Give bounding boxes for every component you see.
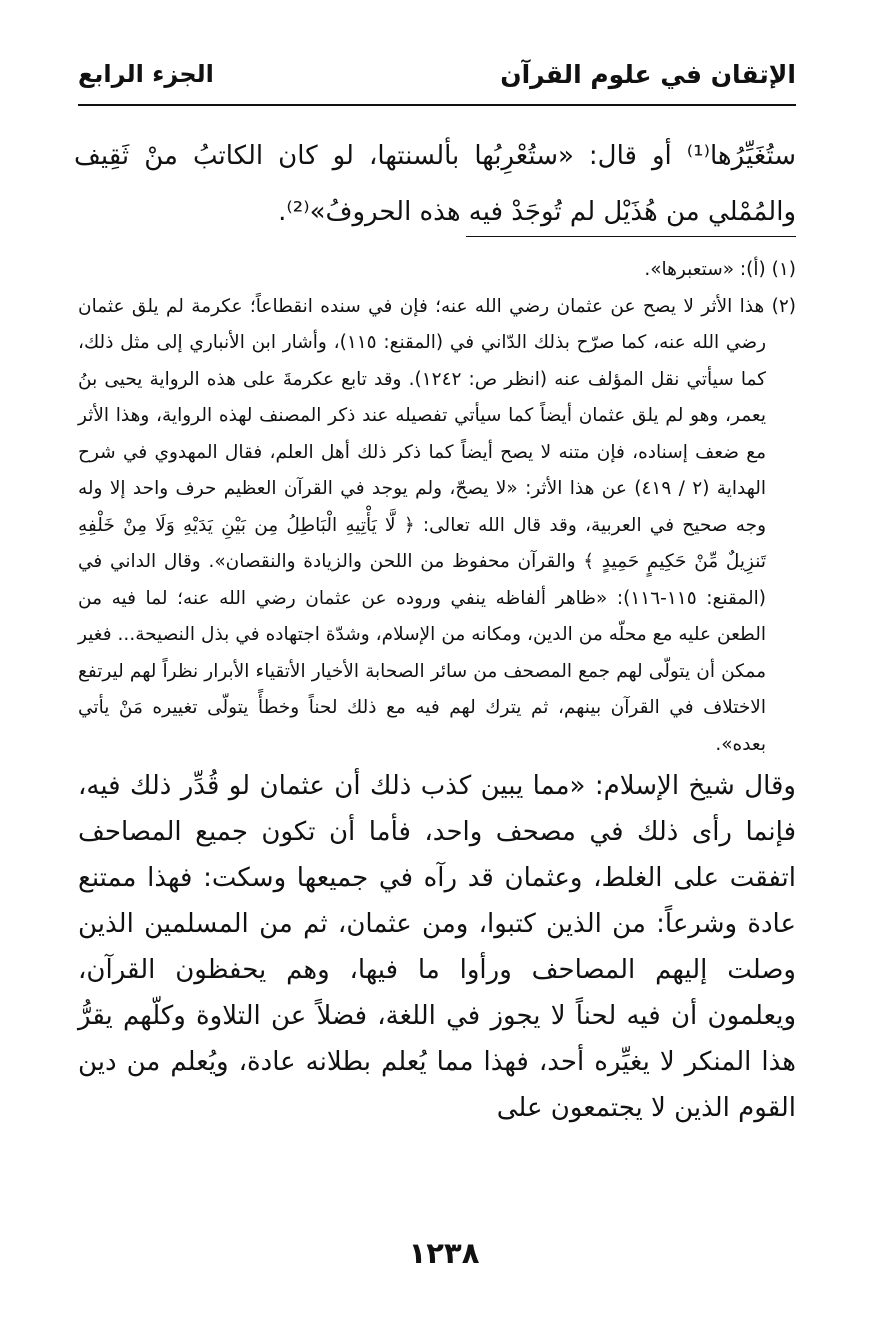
footnotes-section (78, 252, 796, 1131)
main-text-paragraph: ستُغَيِّرُها⁽¹⁾ أو قال: «ستُعْرِبُها بألسنتها، لو كان الكاتبُ منْ ثَقِيف والمُمْلي من هُذَيْل لم تُوجَدْ فيه هذه الحروفُ»⁽²⁾. (74, 141, 796, 227)
footnote-divider (466, 236, 796, 237)
running-header (78, 58, 796, 106)
page-number: ١٢٣٨ (408, 1236, 480, 1270)
footnote-2: (٢) هذا الأثر لا يصح عن عثمان رضي الله عنه؛ فإن في سنده انقطاعاً؛ عكرمة لم يلق عثمان رضي الله عنه، كما صرّح بذلك الدّاني في (المقنع: ١١٥)، وأشار ابن الأنباري إلى مثل ذلك، كما سيأتي نقل المؤلف عنه (انظر ص: ١٢٤٢). وقد تابع عكرمةَ على هذه الرواية يحيى بنُ يعمر، وهو لم يلق عثمان أيضاً كما سيأتي تفصيله عند ذكر المصنف لهذه الرواية، وهذا الأثر مع ضعف إسناده، فإن متنه لا يصح أيضاً كما ذكر ذلك أهل العلم، فقال المهدوي في شرح الهداية (٢ / ٤١٩) عن هذا الأثر: «لا يصحّ، ولم يوجد في القرآن العظيم حرف واحد إلا وله وجه صحيح في العربية، وقد قال الله تعالى: ﴿ لَّا يَأْتِيهِ الْبَاطِلُ مِن بَيْنِ يَدَيْهِ وَلَا مِنْ خَلْفِهِ تَنزِيلٌ مِّنْ حَكِيمٍ حَمِيدٍ ﴾ والقرآن محفوظ من اللحن والزيادة والنقصان». وقال الداني في (المقنع: ١١٥-١١٦): «ظاهر ألفاظه ينفي وروده عن عثمان رضي الله عنه؛ لما فيه من الطعن عليه مع محلّه من الدين، ومكانه من الإسلام، وشدّة اجتهاده في بذل النصيحة... فغير ممكن أن يتولّى لهم جمع المصحف من سائر الصحابة الأخيار الأتقياء الأبرار نظراً لهم ليرتفع الاختلاف في القرآن بينهم، ثم يترك لهم فيه مع ذلك لحناً وخطأً يتولّى تغييره مَنْ يأتي بعده». (78, 295, 796, 755)
volume-label: الجزء الرابع (78, 60, 214, 88)
quote-paragraph: وقال شيخ الإسلام: «مما يبين كذب ذلك أن عثمان لو قُدِّر ذلك فيه، فإنما رأى ذلك في مصحف واحد، فأما أن تكون جميع المصاحف اتفقت على الغلط، وعثمان قد رآه في جميعها وسكت: فهذا ممتنع عادة وشرعاً: من الذين كتبوا، ومن عثمان، ثم من المسلمين الذين وصلت إليهم المصاحف ورأوا ما فيها، وهم يحفظون القرآن، ويعلمون أن فيه لحناً لا يجوز في اللغة، فضلاً عن التلاوة وكلّهم يقرُّ هذا المنكر لا يغيِّره أحد، فهذا مما يُعلم بطلانه عادة، ويُعلم من دين القوم الذين لا يجتمعون على (78, 771, 796, 1123)
footnote-1: (١) (أ): «ستعبرها». (644, 259, 796, 280)
book-title: الإتقان في علوم القرآن (500, 60, 796, 89)
